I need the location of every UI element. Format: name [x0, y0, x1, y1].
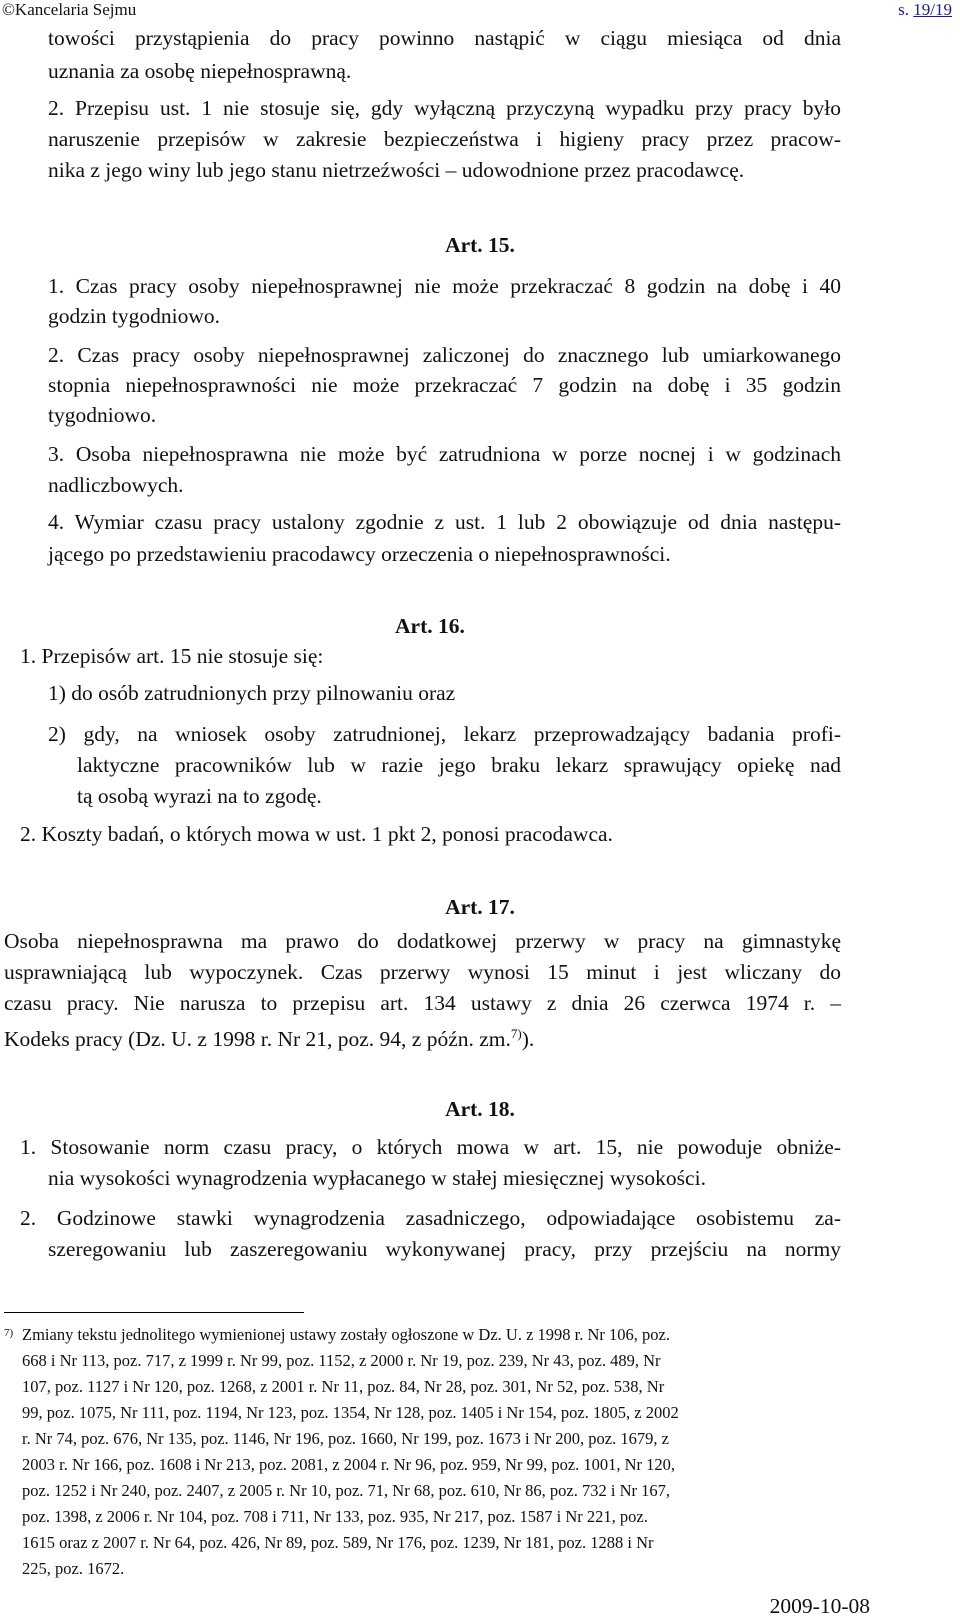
footnote-line: 2003 r. Nr 166, poz. 1608 i Nr 213, poz. 2081, z 2004 r. Nr 96, poz. 959, Nr 99, poz. 1001, Nr 120, [22, 1455, 676, 1474]
text-line: nadliczbowych. [48, 473, 184, 497]
text-line: uznania za osobę niepełnosprawną. [48, 59, 352, 83]
footnote-line: poz. 1252 i Nr 240, poz. 2407, z 2005 r. Nr 10, poz. 71, Nr 68, poz. 610, Nr 86, poz. 732 i Nr 167, [22, 1481, 670, 1500]
article-17-title: Art. 17. [445, 895, 515, 919]
footnote-line: Zmiany tekstu jednolitego wymienionej ustawy zostały ogłoszone w Dz. U. z 1998 r. Nr 106, poz. [22, 1325, 670, 1344]
article-18-title: Art. 18. [445, 1097, 515, 1121]
text-line: towości przystąpienia do pracy powinno nastąpić w ciągu miesiąca od dnia [48, 26, 841, 50]
text-line: 2. Przepisu ust. 1 nie stosuje się, gdy wyłączną przyczyną wypadku przy pracy było [48, 96, 841, 120]
text-line: Osoba niepełnosprawna ma prawo do dodatkowej przerwy w pracy na gimnastykę [4, 929, 841, 953]
footnote-ref[interactable]: 7) [510, 1026, 522, 1041]
text-line: 2. Godzinowe stawki wynagrodzenia zasadniczego, odpowiadające osobistemu za- [20, 1206, 841, 1230]
list-item: 2) gdy, na wniosek osoby zatrudnionej, lekarz przeprowadzający badania profi- [48, 722, 841, 746]
text-line: laktyczne pracowników lub w razie jego braku lekarz sprawujący opiekę nad [77, 753, 841, 777]
header-page-number [898, 0, 952, 20]
page-link[interactable]: 19/19 [913, 0, 952, 19]
text-line: stopnia niepełnosprawności nie może przekraczać 7 godzin na dobę i 35 godzin [48, 373, 841, 397]
article-15-title: Art. 15. [445, 233, 515, 257]
text-line: 1. Stosowanie norm czasu pracy, o których mowa w art. 15, nie powoduje obniże- [20, 1135, 841, 1159]
text-line: tą osobą wyrazi na to zgodę. [77, 784, 322, 808]
text-line: 2. Czas pracy osoby niepełnosprawnej zaliczonej do znacznego lub umiarkowanego [48, 343, 841, 367]
text-line: jącego po przedstawieniu pracodawcy orzeczenia o niepełnosprawności. [48, 542, 671, 566]
text-line: 1. Czas pracy osoby niepełnosprawnej nie może przekraczać 8 godzin na dobę i 40 [48, 274, 841, 298]
document-date: 2009-10-08 [769, 1594, 870, 1618]
text-line: 1. Przepisów art. 15 nie stosuje się: [20, 644, 324, 668]
text-line: nika z jego winy lub jego stanu nietrzeźwości – udowodnione przez pracodawcę. [48, 158, 745, 182]
text-line: 3. Osoba niepełnosprawna nie może być zatrudniona w porze nocnej i w godzinach [48, 442, 841, 466]
footnote-line: 99, poz. 1075, Nr 111, poz. 1194, Nr 123, poz. 1354, Nr 128, poz. 1405 i Nr 154, poz. 1805, z 2002 [22, 1403, 679, 1422]
footnote-mark: 7) [4, 1327, 14, 1339]
list-item: 1) do osób zatrudnionych przy pilnowaniu oraz [48, 681, 456, 705]
text-line: nia wysokości wynagrodzenia wypłacanego w stałej miesięcznej wysokości. [48, 1166, 706, 1190]
text-line: godzin tygodniowo. [48, 304, 220, 328]
text-line: Kodeks pracy (Dz. U. z 1998 r. Nr 21, poz. 94, z późn. zm.$^{7)}$). [4, 1026, 535, 1052]
text-line: szeregowaniu lub zaszeregowaniu wykonywanej pracy, przy przejściu na normy [48, 1237, 841, 1261]
article-16-title: Art. 16. [395, 614, 465, 638]
text-line: 4. Wymiar czasu pracy ustalony zgodnie z ust. 1 lub 2 obowiązuje od dnia następu- [48, 510, 841, 534]
text-line: czasu pracy. Nie narusza to przepisu art. 134 ustawy z dnia 26 czerwca 1974 r. – [4, 991, 841, 1015]
text-line: usprawniającą lub wypoczynek. Czas przerwy wynosi 15 minut i jest wliczany do [4, 960, 841, 984]
text-line: naruszenie przepisów w zakresie bezpieczeństwa i higieny pracy przez pracow- [48, 127, 841, 151]
footnote-line: poz. 1398, z 2006 r. Nr 104, poz. 708 i 711, Nr 133, poz. 935, Nr 217, poz. 1587 i Nr 221, poz. [22, 1507, 648, 1526]
text-line: 2. Koszty badań, o których mowa w ust. 1 pkt 2, ponosi pracodawca. [20, 822, 613, 846]
text-line: tygodniowo. [48, 403, 157, 427]
header-copyright: ©Kancelaria Sejmu [2, 0, 137, 19]
footnote-line: 668 i Nr 113, poz. 717, z 1999 r. Nr 99, poz. 1152, z 2000 r. Nr 19, poz. 239, Nr 43, poz. 489, Nr [22, 1351, 661, 1370]
footnote-line: r. Nr 74, poz. 676, Nr 135, poz. 1146, Nr 196, poz. 1660, Nr 199, poz. 1673 i Nr 200, poz. 1679, z [22, 1429, 669, 1448]
footnote-line: 107, poz. 1127 i Nr 120, poz. 1268, z 2001 r. Nr 11, poz. 84, Nr 28, poz. 301, Nr 52, poz. 538, Nr [22, 1377, 665, 1396]
footnote-line: 225, poz. 1672. [22, 1559, 125, 1578]
footnote-line: 1615 oraz z 2007 r. Nr 64, poz. 426, Nr 89, poz. 589, Nr 176, poz. 1239, Nr 181, poz. 1288 i Nr [22, 1533, 654, 1552]
footnote-divider [4, 1312, 304, 1313]
page-prefix: s. [898, 0, 914, 19]
